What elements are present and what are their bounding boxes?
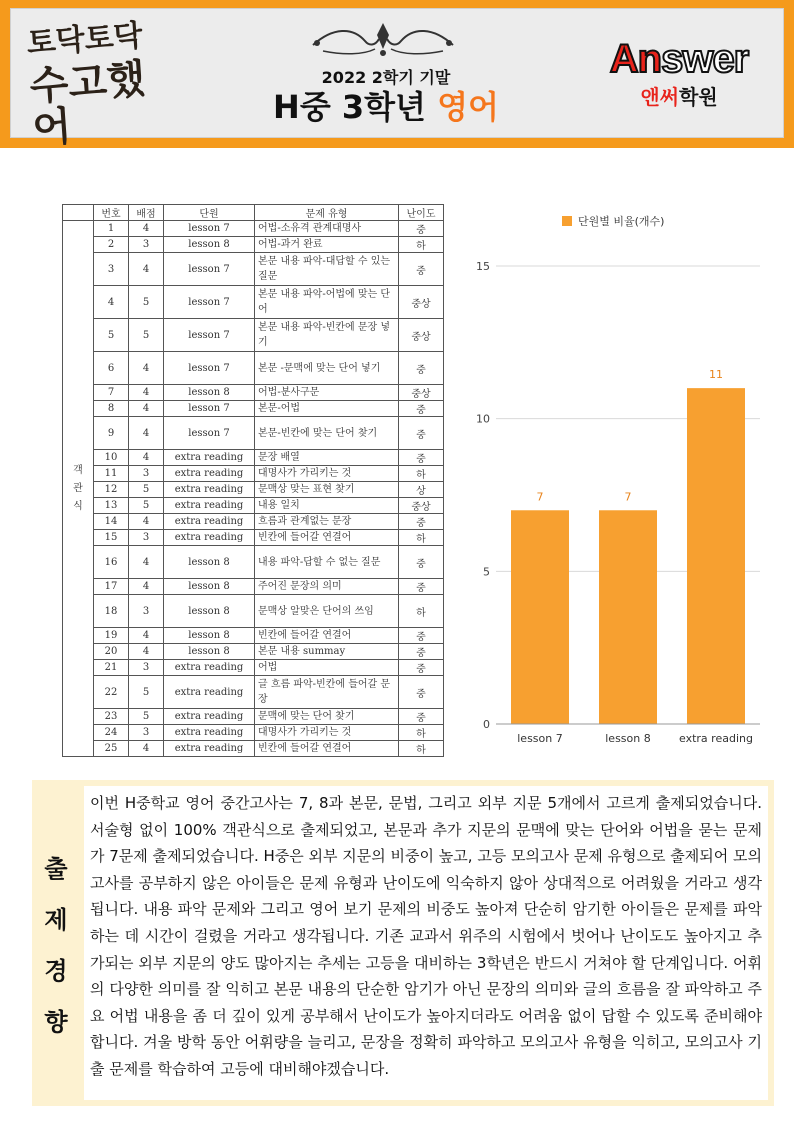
- brand-line-1: 토닥토닥: [25, 18, 144, 62]
- logo-answer-first: An: [609, 37, 662, 81]
- question-type: 본문 내용 파악-어법에 맞는 단어: [255, 286, 399, 319]
- legend-label: 단원별 비율(개수): [578, 215, 665, 228]
- question-table: [62, 204, 444, 757]
- question-score: 4: [129, 628, 164, 644]
- table-row: [63, 352, 444, 385]
- question-type: 흐름과 관계없는 문장: [255, 514, 399, 530]
- question-number: 19: [94, 628, 129, 644]
- question-unit: lesson 8: [164, 546, 255, 579]
- question-level: 중: [399, 546, 444, 579]
- question-number: 17: [94, 579, 129, 595]
- y-tick-label: 0: [483, 718, 490, 731]
- question-level: 하: [399, 237, 444, 253]
- question-level: 중: [399, 417, 444, 450]
- trend-label-char: 출: [44, 855, 68, 883]
- question-unit: lesson 8: [164, 628, 255, 644]
- x-tick-label: lesson 7: [517, 732, 563, 745]
- table-row: [63, 319, 444, 352]
- question-unit: lesson 8: [164, 595, 255, 628]
- table-row: [63, 595, 444, 628]
- ornament-icon: [303, 19, 463, 59]
- bar: [511, 510, 569, 724]
- question-type: 어법-분사구문: [255, 385, 399, 401]
- question-type: 대명사가 가리키는 것: [255, 466, 399, 482]
- question-type: 본문 내용 파악-대답할 수 있는 질문: [255, 253, 399, 286]
- question-score: 3: [129, 466, 164, 482]
- legend-swatch: [562, 216, 572, 226]
- exam-title-accent: 영어: [437, 88, 499, 126]
- data-label: 11: [709, 368, 723, 382]
- table-row: [63, 514, 444, 530]
- academy-logo: [593, 39, 765, 119]
- category-char: 식: [73, 500, 83, 512]
- y-tick-label: 15: [476, 260, 490, 273]
- question-type: 본문 내용 summay: [255, 644, 399, 660]
- unit-ratio-chart: [460, 206, 770, 751]
- logo-answer-rest: swer: [661, 37, 749, 81]
- table-row: [63, 482, 444, 498]
- question-unit: extra reading: [164, 530, 255, 546]
- question-type: 빈칸에 들어갈 연결어: [255, 628, 399, 644]
- question-type: 문맥상 맞는 표현 찾기: [255, 482, 399, 498]
- table-row: [63, 221, 444, 237]
- header-panel: [10, 8, 784, 152]
- question-type: 글 흐름 파악-빈칸에 들어갈 문장: [255, 676, 399, 709]
- question-unit: lesson 7: [164, 401, 255, 417]
- question-number: 25: [94, 741, 129, 757]
- question-type: 어법-소유격 관계대명사: [255, 221, 399, 237]
- question-number: 7: [94, 385, 129, 401]
- question-score: 3: [129, 660, 164, 676]
- table-row: [63, 286, 444, 319]
- question-score: 5: [129, 286, 164, 319]
- question-score: 5: [129, 319, 164, 352]
- question-number: 8: [94, 401, 129, 417]
- question-unit: extra reading: [164, 676, 255, 709]
- table-row: [63, 660, 444, 676]
- question-score: 4: [129, 352, 164, 385]
- question-unit: extra reading: [164, 725, 255, 741]
- question-number: 14: [94, 514, 129, 530]
- table-row: [63, 628, 444, 644]
- table-row: [63, 530, 444, 546]
- table-row: [63, 725, 444, 741]
- table-row: [63, 450, 444, 466]
- question-unit: lesson 7: [164, 352, 255, 385]
- data-label: 7: [624, 490, 632, 504]
- question-number: 13: [94, 498, 129, 514]
- question-level: 중상: [399, 498, 444, 514]
- question-number: 3: [94, 253, 129, 286]
- question-unit: lesson 8: [164, 579, 255, 595]
- question-level: 중: [399, 450, 444, 466]
- question-type: 본문 내용 파악-빈칸에 문장 넣기: [255, 319, 399, 352]
- question-level: 중상: [399, 385, 444, 401]
- question-level: 중: [399, 352, 444, 385]
- trend-text: 이번 H중학교 영어 중간고사는 7, 8과 본문, 문법, 그리고 외부 지문 5개에서 고르게 출제되었습니다. 서술형 없이 100% 객관식으로 출제되었고, 본문과 추가 지문의 문맥에 맞는 단어와 어법을 묻는 문제가 7문제 출제되었습니다. H중은 외부 지문의 비중이 높고, 고등 모의고사 문제 유형으로 출제되어 모의고사를 공부하지 않은 아이들은 문제 유형과 난이도에 익숙하지 않아 상대적으로 어려웠을 거라고 생각됩니다. 내용 파악 문제와 그리고 영어 보기 문제의 비중도 높아져 단순히 암기한 아이들은 문제를 파악하는 데 시간이 걸렸을 거라고 생각됩니다. 기존 교과서 위주의 시험에서 벗어나 난이도도 높아지고 추가되는 외부 지문의 양도 많아지는 추세는 고등을 대비하는 3학년은 반드시 거쳐야 할 단계입니다. 어휘의 다양한 의미를 잘 익히고 본문 내용의 단순한 암기가 아닌 문장의 의미와 글의 흐름을 잘 파악하고 주요 어법 내용을 좀 더 깊이 있게 공부해서 난이도가 높아지더라도 어려움 없이 답할 수 있도록 준비해야 합니다. 겨울 방학 동안 어휘량을 늘리고, 문장을 정확히 파악하고 모의고사 유형을 익히고, 모의고사 기출 문제를 학습하여 고등에 대비해야겠습니다.: [84, 786, 768, 1100]
- table-row: [63, 644, 444, 660]
- table-header-cell: 난이도: [399, 205, 444, 221]
- table-row: [63, 385, 444, 401]
- question-type: 본문 -문맥에 맞는 단어 넣기: [255, 352, 399, 385]
- question-score: 4: [129, 546, 164, 579]
- question-number: 6: [94, 352, 129, 385]
- table-header-cell: 번호: [94, 205, 129, 221]
- question-number: 15: [94, 530, 129, 546]
- question-number: 24: [94, 725, 129, 741]
- logo-answer: [593, 39, 765, 79]
- question-number: 4: [94, 286, 129, 319]
- exam-trend-section: [32, 780, 774, 1106]
- question-level: 중: [399, 660, 444, 676]
- question-unit: lesson 8: [164, 644, 255, 660]
- question-level: 하: [399, 466, 444, 482]
- trend-label: [32, 780, 80, 1106]
- question-level: 중: [399, 401, 444, 417]
- table-row: [63, 676, 444, 709]
- trend-label-char: 경: [44, 957, 68, 985]
- question-type: 어법-과거 완료: [255, 237, 399, 253]
- question-score: 4: [129, 514, 164, 530]
- question-unit: extra reading: [164, 660, 255, 676]
- brand-line-2: 수고했어: [28, 54, 148, 152]
- question-score: 5: [129, 482, 164, 498]
- question-number: 1: [94, 221, 129, 237]
- exam-title: [241, 88, 531, 126]
- question-level: 중: [399, 628, 444, 644]
- question-unit: extra reading: [164, 498, 255, 514]
- question-table-wrap: [62, 204, 444, 757]
- question-score: 4: [129, 385, 164, 401]
- question-type: 대명사가 가리키는 것: [255, 725, 399, 741]
- y-tick-label: 5: [483, 565, 490, 579]
- question-number: 16: [94, 546, 129, 579]
- question-score: 4: [129, 401, 164, 417]
- trend-label-char: 제: [44, 906, 68, 934]
- category-cell: [63, 221, 94, 757]
- header-band: [0, 0, 794, 152]
- question-unit: extra reading: [164, 466, 255, 482]
- question-level: 중: [399, 221, 444, 237]
- question-number: 23: [94, 709, 129, 725]
- table-header-blank: [63, 205, 94, 221]
- question-unit: lesson 7: [164, 319, 255, 352]
- question-number: 20: [94, 644, 129, 660]
- question-unit: extra reading: [164, 514, 255, 530]
- y-tick-label: 10: [476, 412, 490, 426]
- exam-subtitle: 2022 2학기 기말: [321, 68, 451, 87]
- question-unit: extra reading: [164, 450, 255, 466]
- question-score: 4: [129, 741, 164, 757]
- question-type: 본문-어법: [255, 401, 399, 417]
- x-tick-label: lesson 8: [605, 732, 651, 745]
- table-row: [63, 253, 444, 286]
- question-unit: lesson 8: [164, 385, 255, 401]
- bar: [687, 388, 745, 724]
- question-level: 중: [399, 709, 444, 725]
- brand-slogan: [25, 18, 183, 152]
- table-row: [63, 417, 444, 450]
- table-row: [63, 546, 444, 579]
- question-unit: extra reading: [164, 709, 255, 725]
- trend-label-char: 향: [44, 1008, 68, 1036]
- exam-title-main: H중 3학년: [273, 88, 426, 126]
- table-row: [63, 466, 444, 482]
- question-level: 중: [399, 579, 444, 595]
- question-type: 빈칸에 들어갈 연결어: [255, 530, 399, 546]
- question-score: 4: [129, 579, 164, 595]
- question-score: 3: [129, 530, 164, 546]
- category-char: 객: [73, 464, 83, 476]
- category-char: 관: [73, 482, 83, 494]
- table-row: [63, 579, 444, 595]
- x-tick-label: extra reading: [679, 732, 753, 745]
- question-level: 중상: [399, 286, 444, 319]
- question-score: 5: [129, 676, 164, 709]
- table-row: [63, 709, 444, 725]
- question-unit: extra reading: [164, 482, 255, 498]
- question-unit: extra reading: [164, 741, 255, 757]
- question-level: 상: [399, 482, 444, 498]
- table-row: [63, 401, 444, 417]
- question-score: 4: [129, 450, 164, 466]
- table-row: [63, 237, 444, 253]
- table-row: [63, 498, 444, 514]
- question-level: 하: [399, 741, 444, 757]
- question-unit: lesson 8: [164, 237, 255, 253]
- question-unit: lesson 7: [164, 221, 255, 237]
- question-type: 문장 배열: [255, 450, 399, 466]
- question-number: 5: [94, 319, 129, 352]
- question-score: 4: [129, 221, 164, 237]
- question-level: 하: [399, 530, 444, 546]
- question-level: 중: [399, 644, 444, 660]
- table-body: [63, 221, 444, 757]
- question-unit: lesson 7: [164, 286, 255, 319]
- question-score: 4: [129, 417, 164, 450]
- question-type: 문맥상 알맞은 단어의 쓰임: [255, 595, 399, 628]
- question-level: 중: [399, 676, 444, 709]
- question-type: 본문-빈칸에 맞는 단어 찾기: [255, 417, 399, 450]
- question-type: 어법: [255, 660, 399, 676]
- table-header-cell: 배점: [129, 205, 164, 221]
- question-score: 5: [129, 709, 164, 725]
- question-level: 중: [399, 253, 444, 286]
- question-level: 중상: [399, 319, 444, 352]
- data-label: 7: [536, 490, 544, 504]
- question-type: 문맥에 맞는 단어 찾기: [255, 709, 399, 725]
- question-number: 22: [94, 676, 129, 709]
- question-number: 21: [94, 660, 129, 676]
- table-header-row: [63, 205, 444, 221]
- question-score: 5: [129, 498, 164, 514]
- question-unit: lesson 7: [164, 417, 255, 450]
- question-type: 내용 일치: [255, 498, 399, 514]
- logo-academy: [593, 81, 765, 110]
- question-score: 4: [129, 644, 164, 660]
- question-score: 3: [129, 237, 164, 253]
- question-level: 하: [399, 595, 444, 628]
- question-number: 9: [94, 417, 129, 450]
- question-type: 내용 파악-답할 수 없는 질문: [255, 546, 399, 579]
- question-score: 3: [129, 595, 164, 628]
- question-number: 12: [94, 482, 129, 498]
- table-row: [63, 741, 444, 757]
- question-number: 2: [94, 237, 129, 253]
- question-score: 4: [129, 253, 164, 286]
- table-header-cell: 단원: [164, 205, 255, 221]
- question-score: 3: [129, 725, 164, 741]
- question-type: 주어진 문장의 의미: [255, 579, 399, 595]
- bar: [599, 510, 657, 724]
- table-header-cell: 문제 유형: [255, 205, 399, 221]
- question-unit: lesson 7: [164, 253, 255, 286]
- logo-academy-rest: 학원: [679, 85, 718, 109]
- question-number: 18: [94, 595, 129, 628]
- question-number: 11: [94, 466, 129, 482]
- question-type: 빈칸에 들어갈 연결어: [255, 741, 399, 757]
- question-level: 중: [399, 514, 444, 530]
- logo-academy-red: 앤써: [640, 85, 679, 109]
- question-number: 10: [94, 450, 129, 466]
- question-level: 하: [399, 725, 444, 741]
